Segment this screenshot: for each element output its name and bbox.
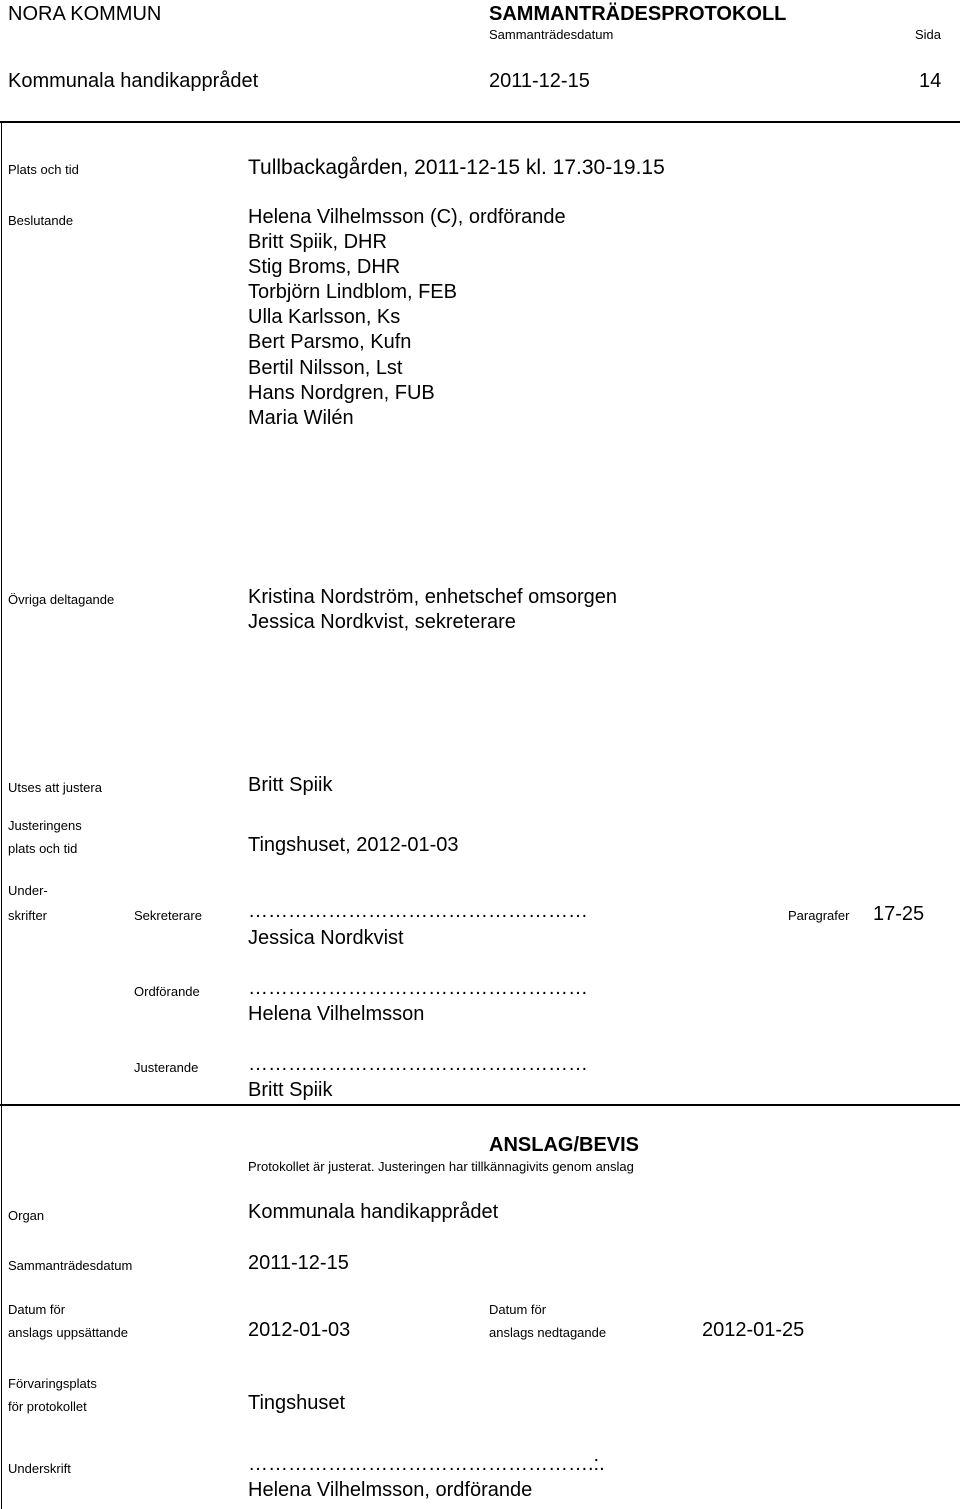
adjust-place-label-2: plats och tid <box>8 841 78 856</box>
adjust-place: Tingshuset, 2012-01-03 <box>248 834 459 856</box>
posted-label-1: Datum för <box>8 1302 66 1317</box>
notice-title: ANSLAG/BEVIS <box>489 1134 640 1156</box>
decision-maker: Helena Vilhelmsson (C), ordförande <box>248 206 566 228</box>
signatures-label-1: Under- <box>8 883 48 898</box>
left-border <box>1 121 2 1509</box>
adjuster-signature-line: …………………………………………… <box>248 1053 588 1075</box>
signing-adjuster-label: Justerande <box>134 1060 199 1075</box>
decision-maker: Ulla Karlsson, Ks <box>248 306 401 329</box>
removed-label-2: anslags nedtagande <box>489 1325 607 1340</box>
other-participant: Jessica Nordkvist, sekreterare <box>248 611 516 634</box>
meeting-date-label: Sammanträdesdatum <box>489 27 614 42</box>
notice-meeting-date-label: Sammanträdesdatum <box>8 1258 133 1273</box>
section-divider <box>0 1104 960 1106</box>
signature-label: Underskrift <box>8 1461 71 1476</box>
other-participant: Kristina Nordström, enhetschef omsorgen <box>248 586 618 608</box>
notice-meeting-date: 2011-12-15 <box>248 1252 349 1274</box>
chair-label: Ordförande <box>134 984 200 999</box>
decision-maker: Maria Wilén <box>248 406 354 429</box>
storage-label-2: för protokollet <box>8 1399 87 1414</box>
posted-label-2: anslags uppsättande <box>8 1325 128 1340</box>
meeting-date: 2011-12-15 <box>489 70 590 92</box>
decision-maker: Bertil Nilsson, Lst <box>248 356 403 379</box>
removed-date: 2012-01-25 <box>702 1319 805 1341</box>
organ: Kommunala handikapprådet <box>248 1201 499 1223</box>
page-number: 14 <box>919 70 942 92</box>
chair-name: Helena Vilhelmsson <box>248 1003 425 1025</box>
decision-maker: Bert Parsmo, Kufn <box>248 331 412 354</box>
notice-signature-line: …………………………………………….:. <box>248 1453 605 1475</box>
others-label: Övriga deltagande <box>8 592 115 607</box>
organ-label: Organ <box>8 1208 45 1223</box>
notice-statement: Protokollet är justerat. Justeringen har tillkännagivits genom anslag <box>248 1159 634 1174</box>
place-time: Tullbackagården, 2011-12-15 kl. 17.30-19.15 <box>248 156 665 179</box>
adjuster-name: Britt Spiik <box>248 774 333 796</box>
decision-makers-list <box>248 205 566 431</box>
others-list <box>248 585 617 635</box>
paragraphs: 17-25 <box>873 903 925 925</box>
decision-makers-label: Beslutande <box>8 213 74 228</box>
adjust-place-label-1: Justeringens <box>8 818 82 833</box>
secretary-signature-line: …………………………………………… <box>248 900 588 922</box>
decision-maker: Torbjörn Lindblom, FEB <box>248 281 457 304</box>
adjuster-label: Utses att justera <box>8 780 102 795</box>
chair-signature-line: …………………………………………… <box>248 977 588 999</box>
decision-maker: Hans Nordgren, FUB <box>248 381 435 404</box>
paragraphs-label: Paragrafer <box>788 908 850 923</box>
notice-signature-name: Helena Vilhelmsson, ordförande <box>248 1479 533 1501</box>
document-title: SAMMANTRÄDESPROTOKOLL <box>489 3 787 25</box>
place-time-label: Plats och tid <box>8 162 79 177</box>
posted-date: 2012-01-03 <box>248 1319 351 1341</box>
secretary-name: Jessica Nordkvist <box>248 927 404 949</box>
page-label: Sida <box>915 27 942 42</box>
secretary-label: Sekreterare <box>134 908 202 923</box>
removed-label-1: Datum för <box>489 1302 547 1317</box>
decision-maker: Stig Broms, DHR <box>248 256 401 279</box>
header-divider <box>0 121 960 123</box>
signatures-label-2: skrifter <box>8 908 47 923</box>
body-name: Kommunala handikapprådet <box>8 70 259 92</box>
org-name: NORA KOMMUN <box>8 3 162 25</box>
signing-adjuster-name: Britt Spiik <box>248 1079 333 1101</box>
decision-maker: Britt Spiik, DHR <box>248 231 387 254</box>
storage-label-1: Förvaringsplats <box>8 1376 97 1391</box>
storage: Tingshuset <box>248 1392 346 1414</box>
